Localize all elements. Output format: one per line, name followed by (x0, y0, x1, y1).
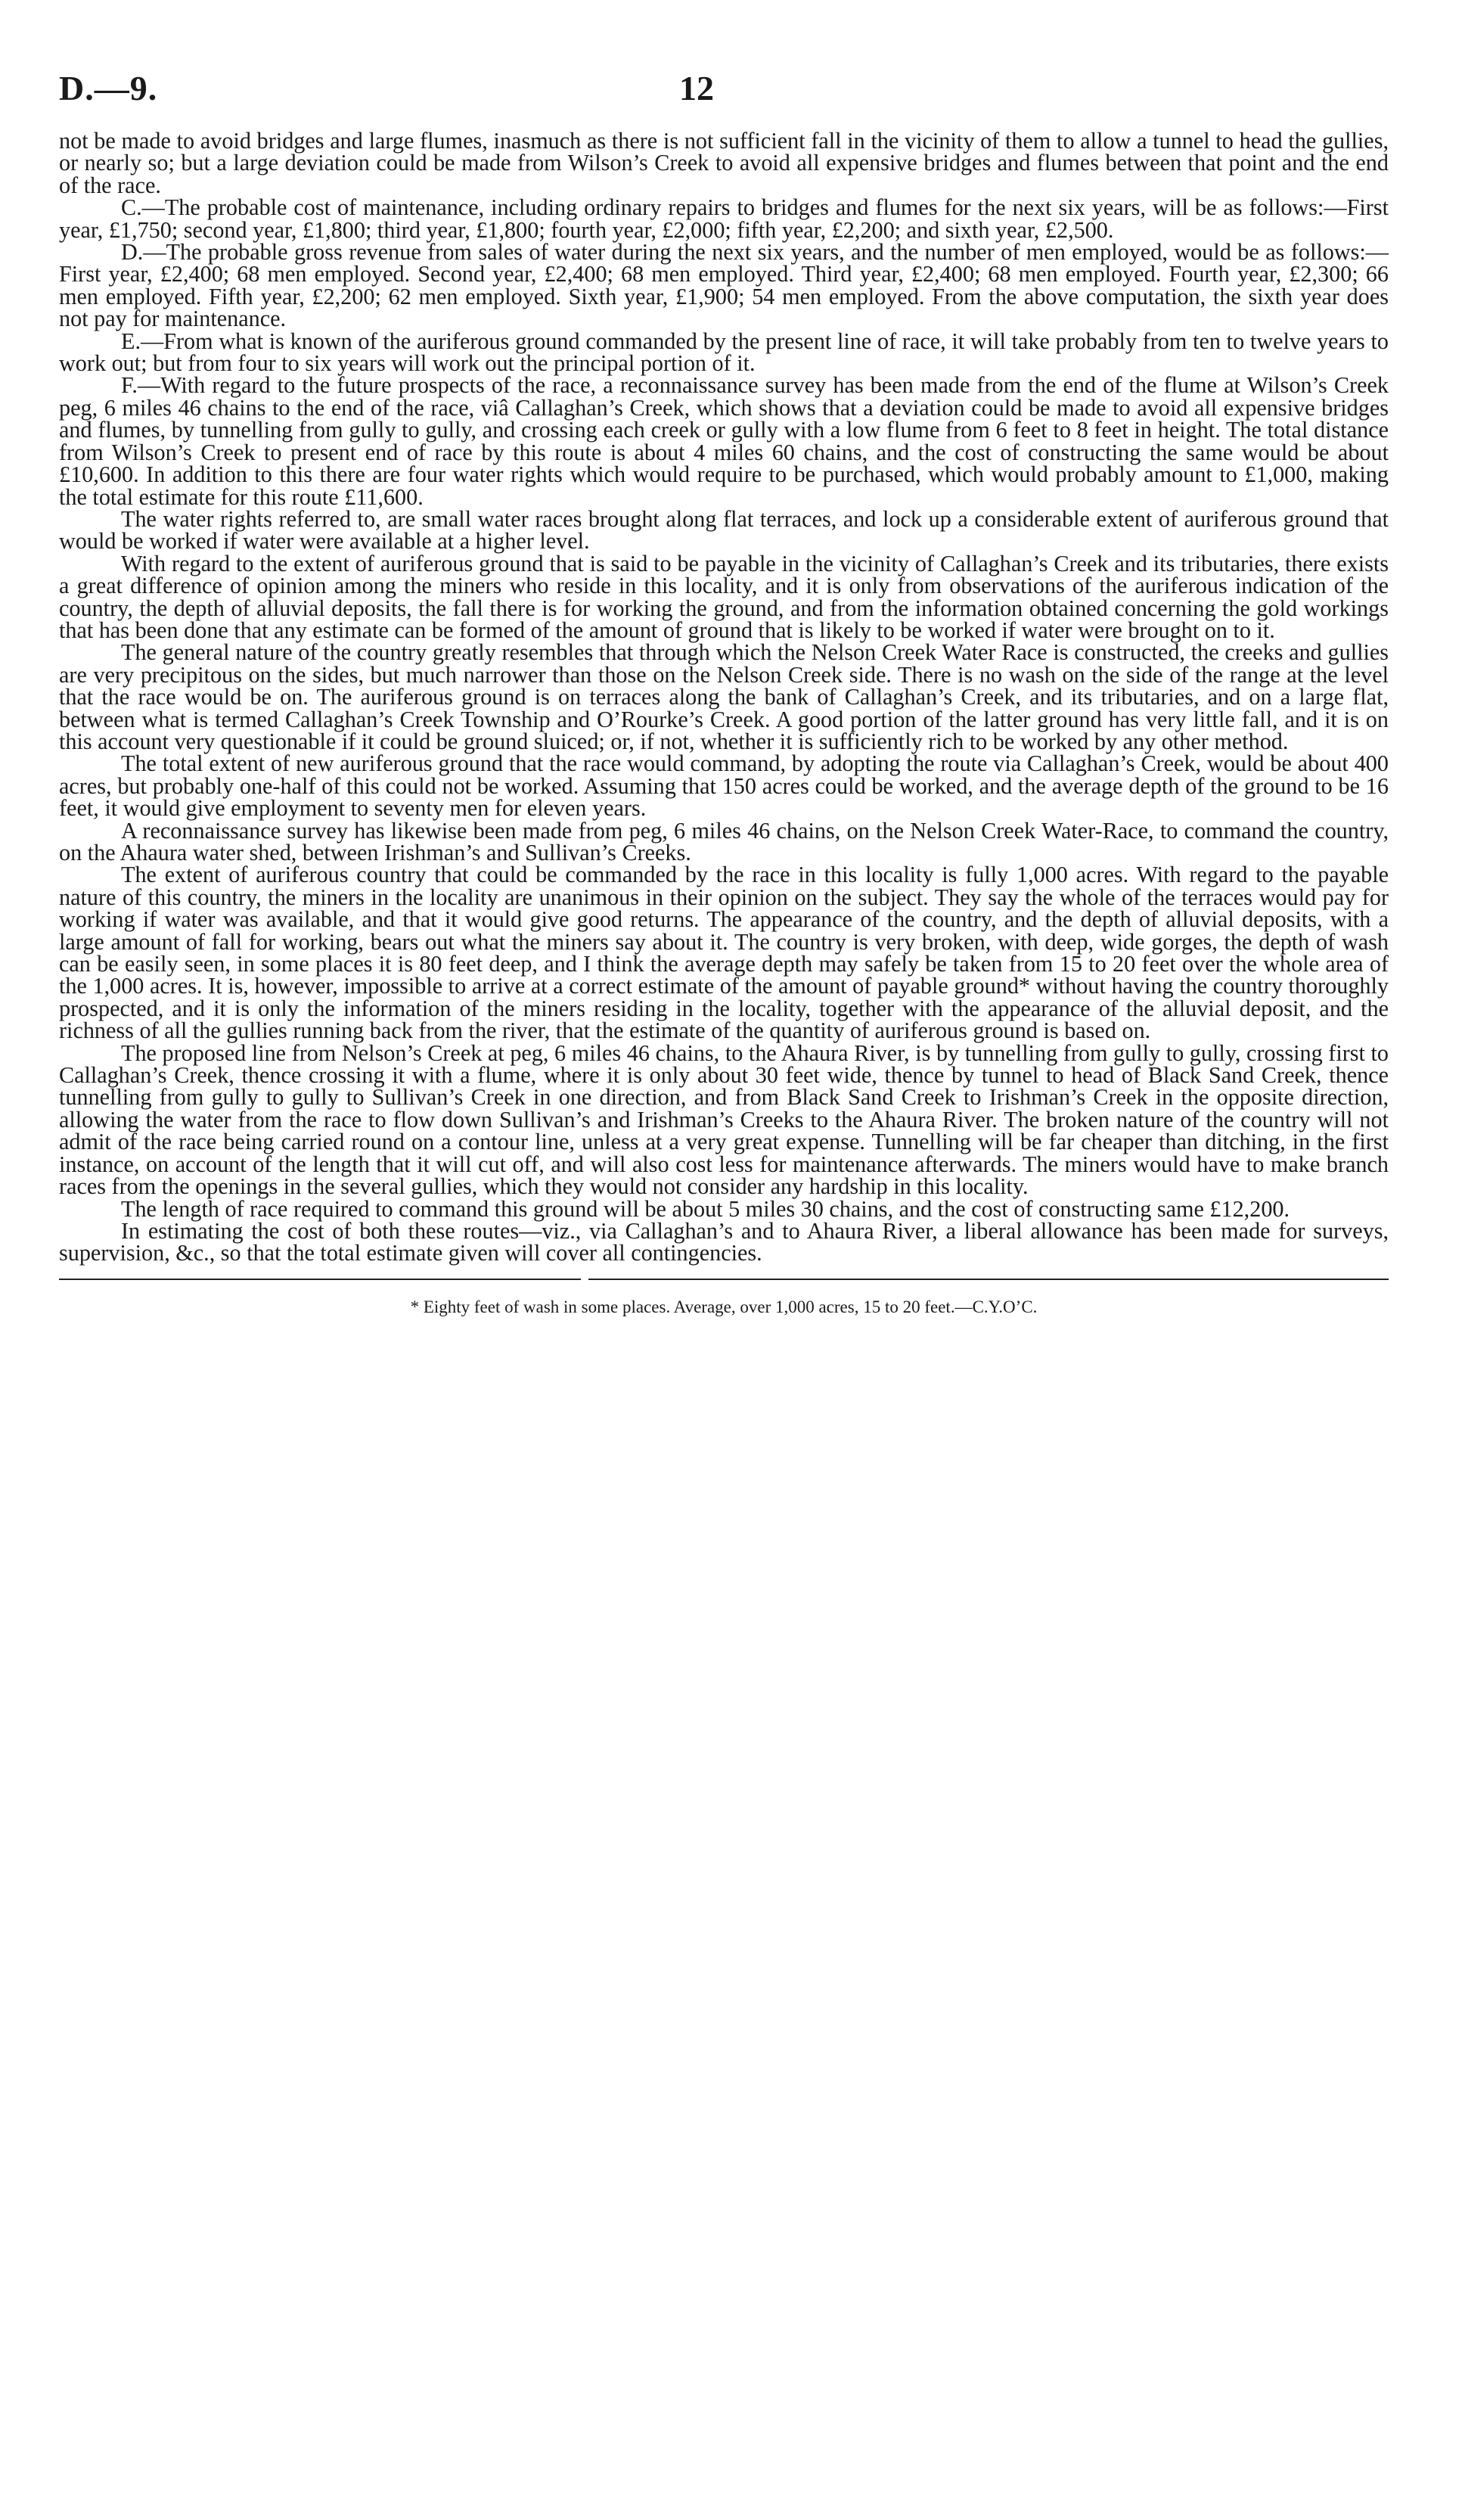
paragraph-continuation: not be made to avoid bridges and large flumes, inasmuch as there is not sufficient fall in the vicinity of them to allow a tunnel to head the gullies, or nearly so; but a large deviation could be made from Wilson’s Creek to avoid all expensive bridges and flumes between that point and the end of the race. (59, 128, 1389, 198)
body-text (59, 130, 1389, 1265)
page-number: 12 (679, 69, 714, 107)
paragraph-total-extent: The total extent of new auriferous ground that the race would command, by adopting the route via Callaghan’s Creek, would be about 400 acres, but probably one-half of this could not be worked. Assuming that 150 acres could be worked, and the average depth of the ground to be 16 feet, it would give employment to seventy men for eleven years. (59, 750, 1389, 822)
paragraph-water-rights: The water rights referred to, are small water races brought along flat terraces, and lock up a considerable extent of auriferous ground that would be worked if water were available at a higher level. (59, 505, 1389, 555)
paragraph-estimating-cost: In estimating the cost of both these routes—viz., via Callaghan’s and to Ahaura River, a liberal allowance has been made for surveys, supervision, &c., so that the total estimate given will cover all contingencies. (59, 1217, 1389, 1266)
footnote-separator (59, 1272, 1389, 1294)
document-id: D.—9. (59, 69, 158, 107)
footnote: * Eighty feet of wash in some places. Average, over 1,000 acres, 15 to 20 feet.—C.Y.O’C. (410, 1297, 1038, 1316)
paragraph-general-nature: The general nature of the country greatly resembles that through which the Nelson Creek Water Race is constructed, the creeks and gullies are very precipitous on the sides, but much narrower than those on the Nelson Creek side. There is no wash on the side of the range at the level that the race would be on. The auriferous ground is on terraces along the bank of Callaghan’s Creek, and its tributaries, and on a large flat, between what is termed Callaghan’s Creek Township and O’Rourke’s Creek. A good portion of the latter ground has very little fall, and it is on this account very questionable if it could be ground sluiced; or, if not, whether it is sufficiently rich to be worked by any other method. (59, 639, 1389, 754)
paragraph-reconnaissance-ahaura: A reconnaissance survey has likewise been made from peg, 6 miles 46 chains, on the Nelson Creek Water-Race, to command the country, on the Ahaura water shed, between Irishman’s and Sullivan’s Creeks. (59, 817, 1389, 865)
paragraph-callaghans-extent: With regard to the extent of auriferous ground that is said to be payable in the vicinity of Callaghan’s Creek and its tributaries, there exists a great difference of opinion among the miners who reside in this locality, and it is only from observations of the auriferous indication of the country, the depth of alluvial deposits, the fall there is for working the ground, and from the information obtained concerning the gold workings that has been done that any estimate can be formed of the amount of ground that is likely to be worked if water were brought on to it. (59, 550, 1389, 643)
document-page (59, 68, 1389, 1318)
paragraph-c-maintenance: C.—The probable cost of maintenance, including ordinary repairs to bridges and flumes for the next six years, will be as follows:—First year, £1,750; second year, £1,800; third year, £1,800; fourth year, £2,000; fifth year, £2,200; and sixth year, £2,500. (59, 194, 1389, 243)
paragraph-extent-ahaura: The extent of auriferous country that could be commanded by the race in this locality is fully 1,000 acres. With regard to the payable nature of this country, the miners in the locality are unanimous in their opinion on the subject. They say the whole of the terraces would pay for working if water was available, and that it would give good returns. The appearance of the country, and the depth of alluvial deposits, with a large amount of fall for working, bears out what the miners say about it. The country is very broken, with deep, wide gorges, the depth of wash can be easily seen, in some places it is 80 feet deep, and I think the average depth may safely be taken from 15 to 20 feet over the whole area of the 1,000 acres. It is, however, impossible to arrive at a correct estimate of the amount of payable ground* without having the country thoroughly prospected, and it is only the information of the miners residing in the locality, together with the appearance of the alluvial deposit, and the richness of all the gullies running back from the river, that the estimate of the quantity of auriferous ground is based on. (59, 862, 1389, 1044)
separator-rule-right (588, 1279, 1389, 1280)
page-header (59, 68, 1389, 121)
separator-rule-left (59, 1279, 581, 1280)
paragraph-length-of-race: The length of race required to command this ground will be about 5 miles 30 chains, and the cost of constructing same £12,200. (121, 1195, 1290, 1222)
paragraph-proposed-line: The proposed line from Nelson’s Creek at peg, 6 miles 46 chains, to the Ahaura River, is by tunnelling from gully to gully, crossing first to Callaghan’s Creek, thence crossing it with a flume, where it is only about 30 feet wide, thence by tunnel to head of Black Sand Creek, thence tunnelling from gully to gully to Sullivan’s Creek in one direction, and from Black Sand Creek to Irishman’s Creek in the opposite direction, allowing the water from the race to flow down Sullivan’s and Irishman’s Creeks to the Ahaura River. The broken nature of the country will not admit of the race being carried round on a contour line, unless at a very great expense. Tunnelling will be far cheaper than ditching, in the first instance, on account of the length that it will cut off, and will also cost less for maintenance afterwards. The miners would have to make branch races from the openings in the several gullies, which they would not consider any hardship in this locality. (59, 1039, 1389, 1200)
paragraph-d-revenue: D.—The probable gross revenue from sales of water during the next six years, and the number of men employed, would be as follows:—First year, £2,400; 68 men employed. Second year, £2,400; 68 men employed. Third year, £2,400; 68 men employed. Fourth year, £2,300; 66 men employed. Fifth year, £2,200; 62 men employed. Sixth year, £1,900; 54 men employed. From the above computation, the sixth year does not pay for maintenance. (59, 239, 1389, 332)
paragraph-f-future-prospects: F.—With regard to the future prospects of the race, a reconnaissance survey has been made from the end of the flume at Wilson’s Creek peg, 6 miles 46 chains to the end of the race, viâ Callaghan’s Creek, which shows that a deviation could be made to avoid all expensive bridges and flumes, by tunnelling from gully to gully, and crossing each creek or gully with a low flume from 6 feet to 8 feet in height. The total distance from Wilson’s Creek to present end of race by this route is about 4 miles 60 chains, and the cost of constructing the same would be about £10,600. In addition to this there are four water rights which would require to be purchased, which would probably amount to £1,000, making the total estimate for this route £11,600. (59, 372, 1389, 510)
paragraph-e-auriferous-ground: E.—From what is known of the auriferous ground commanded by the present line of race, it will take probably from ten to twelve years to work out; but from four to six years will work out the principal portion of it. (59, 328, 1389, 377)
